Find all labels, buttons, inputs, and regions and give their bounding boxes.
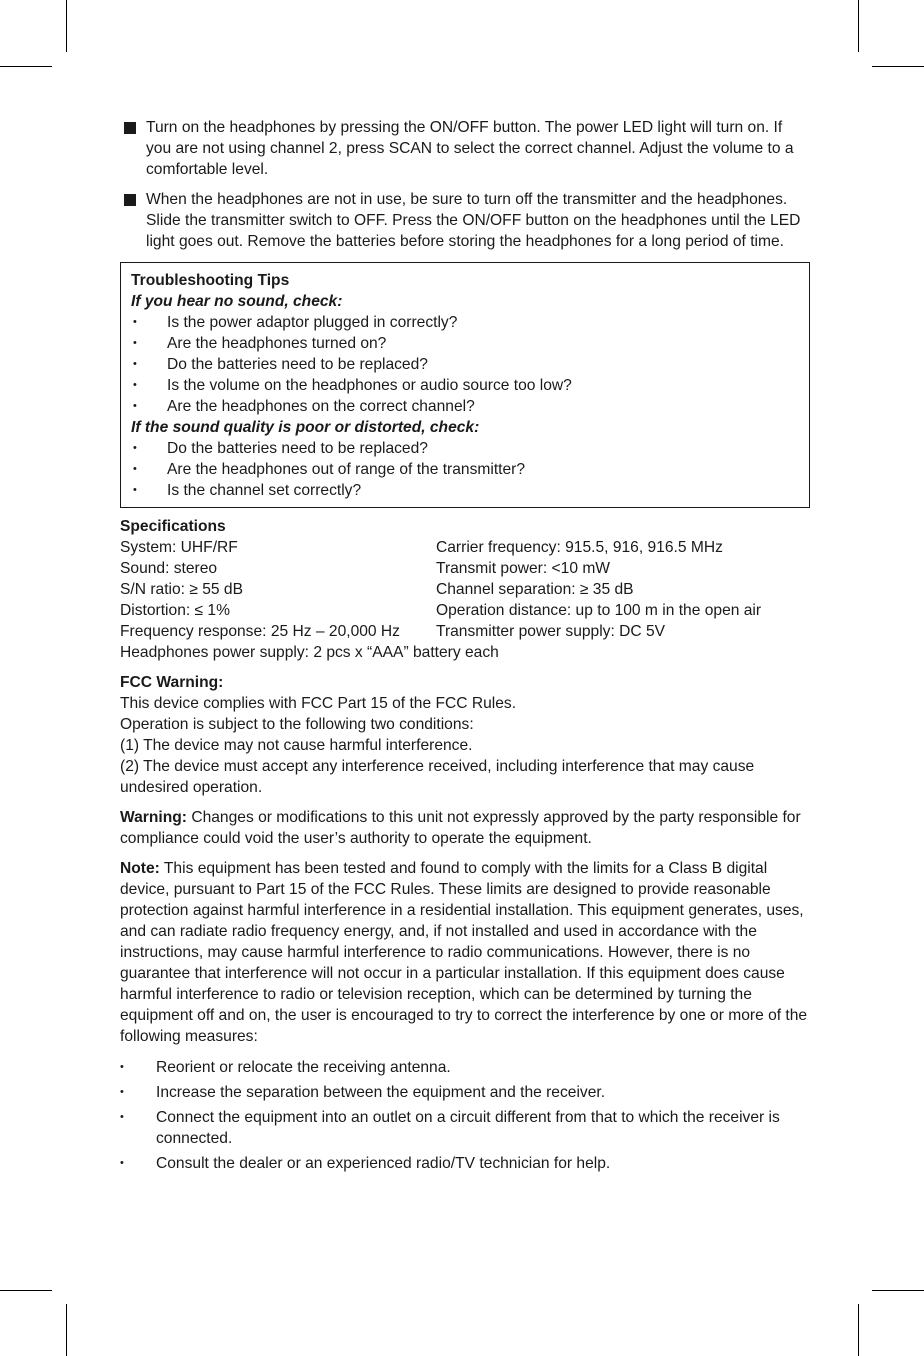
list-item: • Increase the separation between the equipment and the receiver.	[120, 1084, 606, 1101]
square-bullet-icon	[124, 194, 136, 206]
crop-mark	[66, 0, 67, 52]
crop-mark	[858, 1304, 859, 1356]
list-item: • Is the volume on the headphones or audio source too low?	[133, 377, 572, 394]
fcc-title: FCC Warning:	[120, 674, 224, 691]
square-bullet-icon	[124, 122, 136, 134]
bullet-icon: •	[133, 379, 137, 391]
measures-list	[120, 1057, 810, 1174]
bullet-icon: •	[120, 1157, 124, 1169]
fcc-line: This device complies with FCC Part 15 of the FCC Rules.	[120, 695, 517, 712]
list-item: • Do the batteries need to be replaced?	[133, 440, 428, 457]
troubleshooting-title: Troubleshooting Tips	[131, 272, 290, 289]
poor-quality-heading: If the sound quality is poor or distorted, check:	[131, 419, 480, 436]
spec-value: Frequency response: 25 Hz – 20,000 Hz	[120, 623, 400, 640]
page-content	[120, 117, 810, 1178]
bullet-icon: •	[120, 1086, 124, 1098]
crop-mark	[872, 66, 924, 67]
spec-value: Transmit power: <10 mW	[436, 560, 611, 577]
warning-label: Warning:	[120, 809, 187, 826]
list-item: • Are the headphones turned on?	[133, 335, 387, 352]
fcc-line: (2) The device must accept any interference received, including interference that may cause undesired operation.	[120, 758, 755, 796]
spec-value: Sound: stereo	[120, 560, 218, 577]
bullet-icon: •	[120, 1061, 124, 1073]
note-text: This equipment has been tested and found to comply with the limits for a Class B digital device, pursuant to Part 15 of the FCC Rules. These limits are designed to provide reasonable protection against harmful interference in a residential installation. This equipment generates, uses, and can radiate radio frequency energy, and, if not installed and used in accordance with the instructions, may cause harmful interference to radio communications. However, there is no guarantee that interference will not occur in a particular installation. If this equipment does cause harmful interference to radio or television reception, which can be determined by turning the equipment off and on, the user is encouraged to try to correct the interference by one or more of the following measures:	[120, 860, 808, 1045]
instruction-item	[120, 117, 810, 180]
crop-mark	[0, 66, 52, 67]
list-item: • Is the channel set correctly?	[133, 482, 362, 499]
fcc-line: (1) The device may not cause harmful interference.	[120, 737, 473, 754]
bullet-icon: •	[133, 337, 137, 349]
bullet-icon: •	[133, 358, 137, 370]
instruction-text: When the headphones are not in use, be sure to turn off the transmitter and the headphones. Slide the transmitter switch to OFF. Press the ON/OFF button on the headphones until the LED light goes out. Remove the batteries before storing the headphones for a long period of time.	[146, 191, 801, 250]
warning-text: Changes or modifications to this unit not expressly approved by the party responsible for compliance could void the user’s authority to operate the equipment.	[120, 809, 801, 847]
crop-mark	[66, 1304, 67, 1356]
list-item: • Do the batteries need to be replaced?	[133, 356, 428, 373]
spec-value: Headphones power supply: 2 pcs x “AAA” battery each	[120, 644, 499, 661]
bullet-icon: •	[133, 400, 137, 412]
crop-mark	[0, 1290, 52, 1291]
bullet-icon: •	[120, 1111, 124, 1123]
spec-value: Operation distance: up to 100 m in the open air	[436, 602, 762, 619]
crop-mark	[858, 0, 859, 52]
spec-value: Carrier frequency: 915.5, 916, 916.5 MHz	[436, 539, 723, 556]
specifications-title: Specifications	[120, 518, 226, 535]
bullet-icon: •	[133, 442, 137, 454]
list-item: • Are the headphones out of range of the transmitter?	[133, 461, 526, 478]
specifications-table	[120, 537, 810, 642]
spec-value: S/N ratio: ≥ 55 dB	[120, 581, 243, 598]
crop-mark	[872, 1290, 924, 1291]
fcc-line: Operation is subject to the following two conditions:	[120, 716, 474, 733]
bullet-icon: •	[133, 463, 137, 475]
note-paragraph	[120, 858, 810, 1047]
list-item: • Connect the equipment into an outlet on a circuit different from that to which the receiver is connected.	[120, 1109, 780, 1147]
troubleshooting-box	[120, 262, 810, 508]
instruction-text: Turn on the headphones by pressing the ON/OFF button. The power LED light will turn on. If you are not using channel 2, press SCAN to select the correct channel. Adjust the volume to a comfortable level.	[146, 119, 794, 178]
bullet-icon: •	[133, 484, 137, 496]
list-item: • Reorient or relocate the receiving antenna.	[120, 1059, 451, 1076]
spec-value: Channel separation: ≥ 35 dB	[436, 581, 634, 598]
spec-value: System: UHF/RF	[120, 539, 238, 556]
list-item: • Is the power adaptor plugged in correctly?	[133, 314, 458, 331]
warning-paragraph	[120, 807, 810, 849]
no-sound-heading: If you hear no sound, check:	[131, 293, 343, 310]
bullet-icon: •	[133, 316, 137, 328]
spec-value: Distortion: ≤ 1%	[120, 602, 230, 619]
list-item: • Are the headphones on the correct channel?	[133, 398, 475, 415]
note-label: Note:	[120, 860, 160, 877]
spec-value: Transmitter power supply: DC 5V	[436, 623, 666, 640]
instruction-item	[120, 189, 810, 252]
fcc-warning	[120, 672, 810, 798]
list-item: • Consult the dealer or an experienced radio/TV technician for help.	[120, 1155, 611, 1172]
